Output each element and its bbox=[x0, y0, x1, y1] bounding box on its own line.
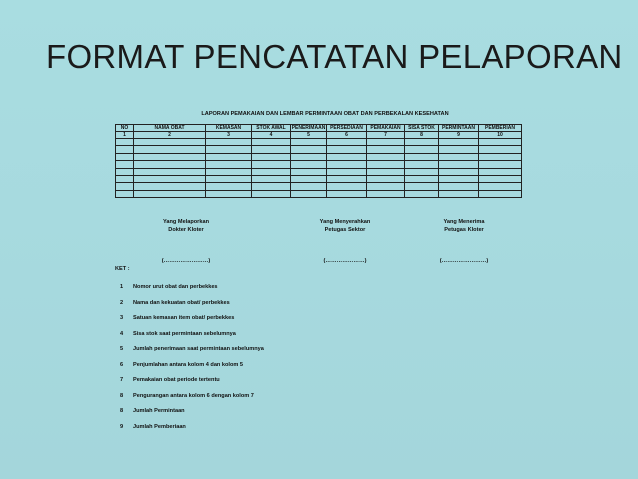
table-cell bbox=[479, 161, 522, 168]
table-cell bbox=[252, 153, 291, 160]
table-cell bbox=[439, 168, 479, 175]
report-table bbox=[115, 124, 522, 198]
table-cell bbox=[134, 175, 206, 182]
table-cell bbox=[206, 146, 252, 153]
signature-line: (……………………) bbox=[161, 258, 211, 264]
list-item-text: Jumlah penerimaan saat permintaan sebelumnya bbox=[133, 346, 264, 352]
col-header-pemberian: PEMBERIAN bbox=[479, 125, 522, 132]
table-cell bbox=[291, 139, 327, 146]
list-item-text: Jumlah Permintaan bbox=[133, 408, 185, 414]
table-cell bbox=[291, 190, 327, 197]
table-cell bbox=[405, 153, 439, 160]
table-cell bbox=[405, 168, 439, 175]
table-row bbox=[116, 139, 522, 146]
table-cell bbox=[439, 146, 479, 153]
col-number: 9 bbox=[439, 132, 479, 139]
col-header-kemasan: KEMASAN bbox=[206, 125, 252, 132]
col-number: 8 bbox=[405, 132, 439, 139]
table-cell bbox=[367, 168, 405, 175]
table-cell bbox=[252, 161, 291, 168]
table-cell bbox=[252, 183, 291, 190]
col-number: 10 bbox=[479, 132, 522, 139]
list-item bbox=[120, 362, 264, 378]
table-cell bbox=[367, 146, 405, 153]
table-cell bbox=[291, 153, 327, 160]
report-title: LAPORAN PEMAKAIAN DAN LEMBAR PERMINTAAN OBAT DAN PERBEKALAN KESEHATAN bbox=[201, 111, 449, 117]
table-cell bbox=[291, 168, 327, 175]
table-cell bbox=[134, 139, 206, 146]
table-cell bbox=[439, 183, 479, 190]
list-item bbox=[120, 300, 264, 316]
signature-title: Petugas Sektor bbox=[324, 227, 366, 233]
table-cell bbox=[439, 190, 479, 197]
col-number: 6 bbox=[327, 132, 367, 139]
table-cell bbox=[206, 175, 252, 182]
table-cell bbox=[291, 175, 327, 182]
list-item-number: 4 bbox=[120, 330, 124, 337]
list-item-number: 8 bbox=[120, 392, 124, 399]
table-cell bbox=[291, 146, 327, 153]
table-cell bbox=[367, 190, 405, 197]
table-cell bbox=[291, 161, 327, 168]
table-cell bbox=[134, 190, 206, 197]
table-cell bbox=[206, 183, 252, 190]
table-cell bbox=[252, 175, 291, 182]
table-cell bbox=[252, 139, 291, 146]
col-header-penerimaan: PENERIMAAN bbox=[291, 125, 326, 131]
table-cell bbox=[405, 190, 439, 197]
table-body bbox=[116, 139, 522, 198]
ket-list bbox=[120, 284, 264, 439]
table-cell bbox=[206, 168, 252, 175]
signature-block-menerima bbox=[414, 218, 514, 265]
col-header-persediaan: PERSEDIAAN bbox=[327, 125, 367, 132]
signature-role: Yang Menerima bbox=[443, 219, 485, 225]
table-cell bbox=[405, 183, 439, 190]
table-cell bbox=[327, 153, 367, 160]
table-cell bbox=[367, 183, 405, 190]
table-cell bbox=[479, 153, 522, 160]
table-cell bbox=[206, 161, 252, 168]
col-header-nama-obat: NAMA OBAT bbox=[134, 125, 206, 132]
col-header-permintaan: PERMINTAAN bbox=[439, 125, 479, 132]
table-cell bbox=[206, 153, 252, 160]
col-number: 7 bbox=[367, 132, 405, 139]
table-row bbox=[116, 190, 522, 197]
table-cell bbox=[367, 139, 405, 146]
list-item-number: 5 bbox=[120, 346, 124, 352]
col-number: 4 bbox=[252, 132, 291, 139]
table-row bbox=[116, 175, 522, 182]
list-item bbox=[120, 424, 264, 440]
list-item bbox=[120, 408, 264, 424]
signature-line: (……………………) bbox=[439, 258, 489, 264]
ket-label: KET : bbox=[115, 266, 130, 272]
table-cell bbox=[134, 161, 206, 168]
table-cell bbox=[439, 175, 479, 182]
list-item-number: 2 bbox=[120, 299, 124, 306]
col-header-no: NO bbox=[116, 125, 134, 132]
signature-title: Petugas Kloter bbox=[444, 227, 484, 233]
col-number: 3 bbox=[206, 132, 252, 139]
table-row bbox=[116, 168, 522, 175]
table-cell bbox=[116, 190, 134, 197]
table-cell bbox=[134, 146, 206, 153]
list-item bbox=[120, 346, 264, 362]
table-cell bbox=[439, 161, 479, 168]
table-cell bbox=[327, 161, 367, 168]
slide-title: FORMAT PENCATATAN PELAPORAN bbox=[46, 38, 623, 75]
table-cell bbox=[405, 146, 439, 153]
table-cell bbox=[479, 168, 522, 175]
list-item-number: 8 bbox=[120, 408, 124, 414]
signature-title: Dokter Kloter bbox=[168, 227, 204, 233]
table-cell bbox=[327, 190, 367, 197]
table-cell bbox=[327, 175, 367, 182]
table-cell bbox=[367, 153, 405, 160]
list-item bbox=[120, 315, 264, 331]
table-cell bbox=[479, 190, 522, 197]
list-item-text: Nomor urut obat dan perbekkes bbox=[133, 284, 218, 290]
list-item bbox=[120, 377, 264, 393]
list-item-number: 1 bbox=[120, 284, 124, 290]
list-item-text: Pengurangan antara kolom 6 dengan kolom 7 bbox=[133, 392, 254, 399]
list-item-number: 6 bbox=[120, 361, 124, 368]
signature-block-melaporkan bbox=[136, 218, 236, 265]
table-cell bbox=[405, 161, 439, 168]
table-cell bbox=[134, 153, 206, 160]
list-item-text: Penjumlahan antara kolom 4 dan kolom 5 bbox=[133, 361, 244, 368]
table-cell bbox=[367, 175, 405, 182]
col-header-stok-awal: STOK AWAL bbox=[252, 125, 291, 132]
table-cell bbox=[116, 168, 134, 175]
table-cell bbox=[116, 139, 134, 146]
signature-block-menyerahkan bbox=[295, 218, 395, 265]
table-cell bbox=[116, 175, 134, 182]
table-row bbox=[116, 146, 522, 153]
table-row bbox=[116, 183, 522, 190]
list-item-text: Pemakaian obat periode tertentu bbox=[133, 377, 220, 383]
col-header-pemakaian: PEMAKAIAN bbox=[367, 125, 405, 132]
table-cell bbox=[479, 175, 522, 182]
table-cell bbox=[479, 139, 522, 146]
col-number: 1 bbox=[116, 132, 134, 139]
list-item-text: Satuan kemasan item obat/ perbekkes bbox=[133, 315, 235, 321]
table-cell bbox=[439, 153, 479, 160]
list-item-number: 3 bbox=[120, 315, 124, 321]
column-number-row bbox=[116, 132, 522, 139]
list-item-number: 9 bbox=[120, 423, 124, 430]
list-item-number: 7 bbox=[120, 377, 124, 383]
col-header-sisa-stok: SISA STOK bbox=[405, 125, 439, 132]
table-cell bbox=[291, 183, 327, 190]
table-cell bbox=[327, 146, 367, 153]
list-item bbox=[120, 393, 264, 409]
table-cell bbox=[252, 190, 291, 197]
table-row bbox=[116, 161, 522, 168]
list-item bbox=[120, 284, 264, 300]
table-cell bbox=[252, 146, 291, 153]
table-header-row bbox=[116, 125, 522, 132]
list-item-text: Nama dan kekuatan obat/ perbekkes bbox=[133, 299, 230, 306]
table-cell bbox=[116, 153, 134, 160]
table-cell bbox=[116, 146, 134, 153]
list-item bbox=[120, 331, 264, 347]
list-item-text: Jumlah Pemberiaan bbox=[133, 423, 186, 430]
table-row bbox=[116, 153, 522, 160]
table-cell bbox=[327, 183, 367, 190]
table-cell bbox=[367, 161, 405, 168]
signature-role: Yang Melaporkan bbox=[162, 219, 209, 225]
table-cell bbox=[134, 168, 206, 175]
table-cell bbox=[252, 168, 291, 175]
table-cell bbox=[206, 139, 252, 146]
table-cell bbox=[116, 183, 134, 190]
list-item-text: Sisa stok saat permintaan sebelumnya bbox=[133, 330, 236, 337]
col-number: 2 bbox=[134, 132, 206, 139]
table-cell bbox=[405, 175, 439, 182]
table-cell bbox=[479, 183, 522, 190]
table-cell bbox=[116, 161, 134, 168]
table-cell bbox=[405, 139, 439, 146]
table-cell bbox=[134, 183, 206, 190]
signature-line: (…………………) bbox=[323, 258, 367, 264]
table-cell bbox=[327, 139, 367, 146]
table-cell bbox=[327, 168, 367, 175]
col-number: 5 bbox=[291, 132, 327, 139]
table-cell bbox=[206, 190, 252, 197]
table-cell bbox=[479, 146, 522, 153]
table-cell bbox=[439, 139, 479, 146]
signature-role: Yang Menyerahkan bbox=[319, 219, 371, 225]
